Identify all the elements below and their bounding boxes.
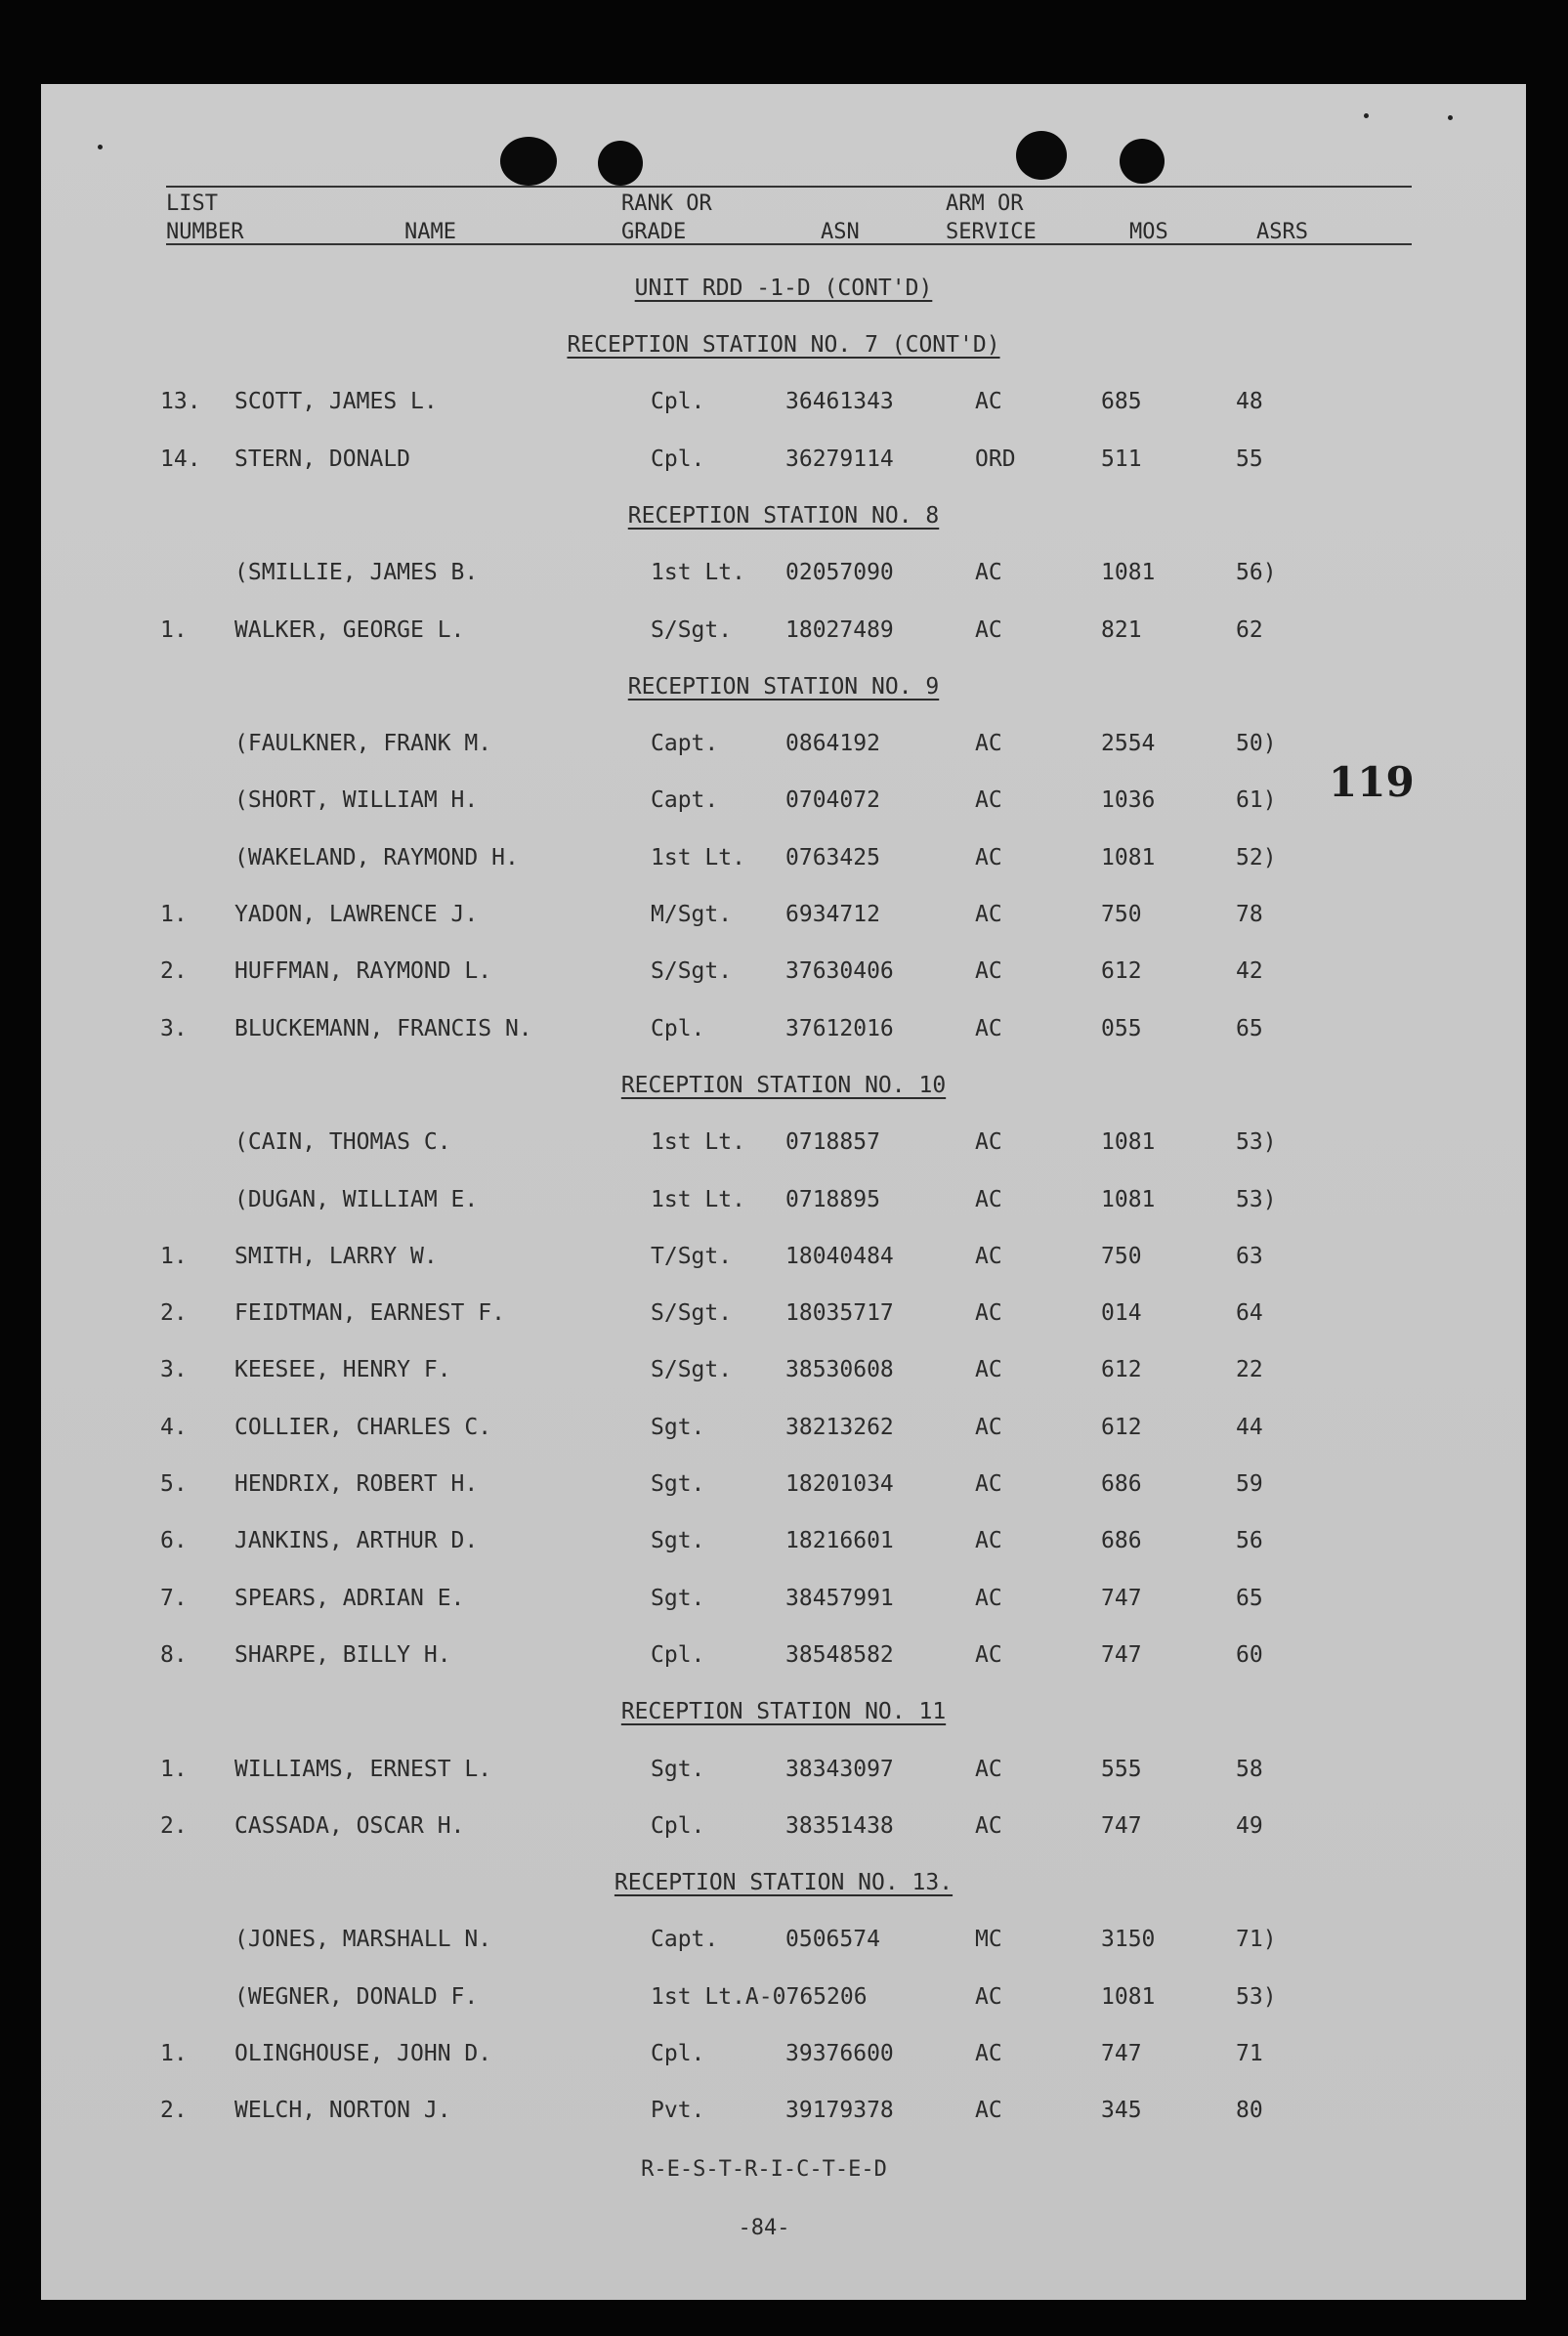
cell-rank: Sgt.: [651, 1585, 705, 1611]
document-page: [41, 84, 1526, 2300]
cell-asrs: 71: [1236, 2041, 1263, 2066]
roster-row: [41, 787, 1526, 827]
cell-rank: 1st Lt.: [651, 1186, 745, 1212]
header-mos: MOS: [1129, 220, 1168, 244]
cell-mos: 511: [1101, 446, 1142, 472]
cell-asn: 39376600: [785, 2041, 894, 2066]
cell-asrs: 53): [1236, 1129, 1277, 1156]
cell-rank: T/Sgt.: [651, 1243, 733, 1269]
header-arm-service: ARM OR SERVICE: [946, 191, 1037, 244]
cell-rank: 1st Lt.: [651, 1129, 745, 1156]
cell-num: 1.: [160, 1756, 188, 1782]
cell-num: 1.: [160, 2041, 188, 2066]
cell-asrs: 50): [1236, 731, 1277, 757]
cell-mos: 612: [1101, 1414, 1142, 1440]
cell-asrs: 56: [1236, 1528, 1263, 1554]
cell-arm: MC: [975, 1927, 1002, 1953]
roster-row: [41, 2098, 1526, 2137]
header-rank-grade: RANK OR GRADE: [621, 191, 712, 244]
cell-arm: AC: [975, 1186, 1002, 1212]
cell-asrs: 78: [1236, 902, 1263, 927]
cell-rank: Sgt.: [651, 1414, 705, 1440]
cell-name: SPEARS, ADRIAN E.: [234, 1585, 465, 1611]
cell-num: 1.: [160, 1243, 188, 1269]
cell-arm: AC: [975, 2041, 1002, 2066]
cell-arm: AC: [975, 2098, 1002, 2124]
cell-asrs: 49: [1236, 1812, 1263, 1839]
cell-name: COLLIER, CHARLES C.: [234, 1414, 492, 1440]
section-heading: [41, 503, 1526, 529]
cell-asrs: 65: [1236, 1585, 1263, 1611]
cell-rank: Sgt.: [651, 1528, 705, 1554]
cell-asrs: 62: [1236, 616, 1263, 643]
cell-name: SHARPE, BILLY H.: [234, 1641, 451, 1668]
cell-name: (SHORT, WILLIAM H.: [234, 787, 479, 814]
cell-arm: AC: [975, 1357, 1002, 1383]
roster-row: [41, 1129, 1526, 1168]
cell-asn: 18035717: [785, 1300, 894, 1327]
roster-row: [41, 845, 1526, 884]
cell-name: CASSADA, OSCAR H.: [234, 1812, 465, 1839]
section-heading-label: RECEPTION STATION NO. 13.: [614, 1870, 954, 1896]
section-heading-label: RECEPTION STATION NO. 7 (CONT'D): [567, 332, 1000, 358]
cell-asrs: 55: [1236, 446, 1263, 472]
cell-mos: 686: [1101, 1471, 1142, 1497]
cell-asn: 0864192: [785, 731, 880, 757]
cell-num: 6.: [160, 1528, 188, 1554]
cell-arm: AC: [975, 1129, 1002, 1156]
cell-asrs: 58: [1236, 1756, 1263, 1782]
roster-row: [41, 2041, 1526, 2080]
cell-num: 5.: [160, 1471, 188, 1497]
roster-row: [41, 1984, 1526, 2023]
cell-num: 8.: [160, 1641, 188, 1668]
roster-row: [41, 1642, 1526, 1681]
roster-row: [41, 1471, 1526, 1510]
cell-rank: Cpl.: [651, 446, 705, 472]
cell-asn: 38343097: [785, 1756, 894, 1782]
cell-mos: 686: [1101, 1528, 1142, 1554]
cell-arm: AC: [975, 1471, 1002, 1497]
cell-arm: ORD: [975, 446, 1016, 472]
cell-rank: S/Sgt.: [651, 958, 733, 985]
cell-mos: 747: [1101, 1641, 1142, 1668]
cell-arm: AC: [975, 844, 1002, 871]
cell-asrs: 63: [1236, 1243, 1263, 1269]
cell-arm: AC: [975, 560, 1002, 586]
cell-name: OLINGHOUSE, JOHN D.: [234, 2041, 492, 2066]
section-heading-label: RECEPTION STATION NO. 8: [627, 502, 940, 529]
punch-hole: [1120, 139, 1165, 184]
cell-mos: 685: [1101, 389, 1142, 415]
cell-name: YADON, LAWRENCE J.: [234, 902, 479, 927]
cell-arm: AC: [975, 1812, 1002, 1839]
cell-num: 2.: [160, 2098, 188, 2124]
cell-asn: 02057090: [785, 560, 894, 586]
restricted-marking: R-E-S-T-R-I-C-T-E-D: [641, 2157, 887, 2182]
cell-asrs: 71): [1236, 1927, 1277, 1953]
cell-num: 3.: [160, 1357, 188, 1383]
cell-mos: 747: [1101, 1812, 1142, 1839]
cell-rank: S/Sgt.: [651, 1300, 733, 1327]
cell-asrs: 22: [1236, 1357, 1263, 1383]
cell-mos: 747: [1101, 1585, 1142, 1611]
cell-arm: AC: [975, 1756, 1002, 1782]
section-heading: [41, 1699, 1526, 1724]
roster-row: [41, 560, 1526, 599]
cell-asrs: 48: [1236, 389, 1263, 415]
cell-num: 1.: [160, 902, 188, 927]
roster-row: [41, 1415, 1526, 1454]
cell-name: (DUGAN, WILLIAM E.: [234, 1186, 479, 1212]
roster-row: [41, 1187, 1526, 1226]
cell-asn: 0718857: [785, 1129, 880, 1156]
cell-asrs: 61): [1236, 787, 1277, 814]
cell-rank: Capt.: [651, 787, 719, 814]
cell-rank: S/Sgt.: [651, 1357, 733, 1383]
cell-rank: Cpl.: [651, 1641, 705, 1668]
cell-name: (WAKELAND, RAYMOND H.: [234, 844, 519, 871]
cell-num: 13.: [160, 389, 201, 415]
header-name: NAME: [404, 220, 456, 244]
cell-mos: 1081: [1101, 560, 1156, 586]
cell-name: (WEGNER, DONALD F.: [234, 1983, 479, 2010]
section-heading-label: RECEPTION STATION NO. 11: [620, 1699, 947, 1725]
cell-mos: 1081: [1101, 1129, 1156, 1156]
roster-row: [41, 1357, 1526, 1396]
cell-rank: Pvt.: [651, 2098, 705, 2124]
roster-row: [41, 446, 1526, 486]
cell-arm: AC: [975, 731, 1002, 757]
section-heading: [41, 1870, 1526, 1895]
cell-name: SCOTT, JAMES L.: [234, 389, 438, 415]
roster-row: [41, 1244, 1526, 1283]
cell-rank: Cpl.: [651, 1015, 705, 1041]
cell-arm: AC: [975, 787, 1002, 814]
cell-name: HENDRIX, ROBERT H.: [234, 1471, 479, 1497]
roster-row: [41, 1927, 1526, 1966]
cell-asn: 0704072: [785, 787, 880, 814]
cell-mos: 612: [1101, 1357, 1142, 1383]
cell-rank: M/Sgt.: [651, 902, 733, 927]
cell-asn: 18216601: [785, 1528, 894, 1554]
cell-arm: AC: [975, 616, 1002, 643]
cell-asn: 18040484: [785, 1243, 894, 1269]
cell-name: WELCH, NORTON J.: [234, 2098, 451, 2124]
roster-row: [41, 1016, 1526, 1055]
cell-num: 3.: [160, 1015, 188, 1041]
roster-row: [41, 958, 1526, 998]
cell-mos: 1081: [1101, 1186, 1156, 1212]
punch-hole: [1016, 131, 1067, 180]
header-list-number: LIST NUMBER: [166, 191, 244, 244]
cell-asrs: 53): [1236, 1186, 1277, 1212]
cell-rank: 1st Lt.: [651, 844, 745, 871]
punch-hole: [598, 141, 643, 186]
cell-asn: 36461343: [785, 389, 894, 415]
cell-asrs: 60: [1236, 1641, 1263, 1668]
cell-num: 2.: [160, 1812, 188, 1839]
speck: [1364, 113, 1369, 118]
cell-arm: AC: [975, 1528, 1002, 1554]
cell-mos: 612: [1101, 958, 1142, 985]
cell-name: HUFFMAN, RAYMOND L.: [234, 958, 492, 985]
section-heading-label: RECEPTION STATION NO. 10: [620, 1072, 947, 1098]
cell-num: 14.: [160, 446, 201, 472]
cell-name: JANKINS, ARTHUR D.: [234, 1528, 479, 1554]
cell-asrs: 59: [1236, 1471, 1263, 1497]
cell-asrs: 56): [1236, 560, 1277, 586]
cell-asn: 0718895: [785, 1186, 880, 1212]
cell-asn: 6934712: [785, 902, 880, 927]
cell-mos: 3150: [1101, 1927, 1156, 1953]
cell-rank: Cpl.: [651, 389, 705, 415]
cell-asrs: 53): [1236, 1983, 1277, 2010]
cell-num: 2.: [160, 958, 188, 985]
cell-name: (SMILLIE, JAMES B.: [234, 560, 479, 586]
cell-arm: AC: [975, 958, 1002, 985]
header-bottom-rule: [166, 243, 1412, 245]
cell-asn: 37612016: [785, 1015, 894, 1041]
cell-rank: Capt.: [651, 1927, 719, 1953]
section-heading: [41, 332, 1526, 358]
cell-mos: 555: [1101, 1756, 1142, 1782]
cell-name: (FAULKNER, FRANK M.: [234, 731, 492, 757]
cell-asn: 38457991: [785, 1585, 894, 1611]
header-asn: ASN: [821, 220, 860, 244]
cell-arm: AC: [975, 1414, 1002, 1440]
cell-asn: 37630406: [785, 958, 894, 985]
cell-asrs: 52): [1236, 844, 1277, 871]
cell-asn: 0763425: [785, 844, 880, 871]
cell-rank: Cpl.: [651, 2041, 705, 2066]
cell-asn: 18201034: [785, 1471, 894, 1497]
cell-arm: AC: [975, 1300, 1002, 1327]
cell-mos: 345: [1101, 2098, 1142, 2124]
roster-row: [41, 731, 1526, 770]
roster-row: [41, 389, 1526, 428]
cell-arm: AC: [975, 1641, 1002, 1668]
cell-asn: 39179378: [785, 2098, 894, 2124]
cell-rank: 1st Lt.A-0765206: [651, 1983, 868, 2010]
roster-row: [41, 617, 1526, 657]
cell-asn: 38213262: [785, 1414, 894, 1440]
cell-num: 7.: [160, 1585, 188, 1611]
cell-name: WALKER, GEORGE L.: [234, 616, 465, 643]
cell-rank: 1st Lt.: [651, 560, 745, 586]
cell-arm: AC: [975, 902, 1002, 927]
cell-rank: Cpl.: [651, 1812, 705, 1839]
cell-num: 1.: [160, 616, 188, 643]
cell-rank: S/Sgt.: [651, 616, 733, 643]
cell-name: (CAIN, THOMAS C.: [234, 1129, 451, 1156]
section-heading: [41, 674, 1526, 700]
unit-title: UNIT RDD -1-D (CONT'D): [634, 276, 933, 301]
cell-name: KEESEE, HENRY F.: [234, 1357, 451, 1383]
roster-row: [41, 1300, 1526, 1339]
cell-mos: 747: [1101, 2041, 1142, 2066]
cell-arm: AC: [975, 389, 1002, 415]
speck: [98, 145, 103, 149]
cell-name: STERN, DONALD: [234, 446, 411, 472]
cell-mos: 750: [1101, 902, 1142, 927]
cell-rank: Sgt.: [651, 1756, 705, 1782]
cell-asrs: 44: [1236, 1414, 1263, 1440]
cell-asrs: 65: [1236, 1015, 1263, 1041]
roster-row: [41, 1813, 1526, 1852]
punch-hole: [500, 137, 557, 186]
cell-rank: Capt.: [651, 731, 719, 757]
cell-name: FEIDTMAN, EARNEST F.: [234, 1300, 505, 1327]
roster-row: [41, 1757, 1526, 1796]
cell-name: WILLIAMS, ERNEST L.: [234, 1756, 492, 1782]
cell-num: 2.: [160, 1300, 188, 1327]
cell-mos: 1081: [1101, 844, 1156, 871]
stamp-number: 119: [1329, 758, 1415, 806]
cell-asn: 38530608: [785, 1357, 894, 1383]
header-asrs: ASRS: [1256, 220, 1308, 244]
cell-mos: 1036: [1101, 787, 1156, 814]
cell-asn: 36279114: [785, 446, 894, 472]
roster-row: [41, 1528, 1526, 1567]
cell-arm: AC: [975, 1243, 1002, 1269]
cell-name: (JONES, MARSHALL N.: [234, 1927, 492, 1953]
section-heading-label: RECEPTION STATION NO. 9: [627, 673, 940, 700]
speck: [1448, 115, 1453, 120]
page-number: -84-: [738, 2216, 790, 2240]
roster-row: [41, 1586, 1526, 1625]
cell-mos: 2554: [1101, 731, 1156, 757]
roster-row: [41, 902, 1526, 941]
cell-mos: 821: [1101, 616, 1142, 643]
section-heading: [41, 1073, 1526, 1098]
cell-name: BLUCKEMANN, FRANCIS N.: [234, 1015, 532, 1041]
cell-asn: 38548582: [785, 1641, 894, 1668]
cell-arm: AC: [975, 1983, 1002, 2010]
cell-mos: 014: [1101, 1300, 1142, 1327]
cell-name: SMITH, LARRY W.: [234, 1243, 438, 1269]
cell-asrs: 64: [1236, 1300, 1263, 1327]
cell-asn: 38351438: [785, 1812, 894, 1839]
cell-mos: 1081: [1101, 1983, 1156, 2010]
cell-asn: 0506574: [785, 1927, 880, 1953]
cell-asrs: 80: [1236, 2098, 1263, 2124]
cell-asn: 18027489: [785, 616, 894, 643]
cell-arm: AC: [975, 1015, 1002, 1041]
cell-num: 4.: [160, 1414, 188, 1440]
cell-asrs: 42: [1236, 958, 1263, 985]
cell-mos: 750: [1101, 1243, 1142, 1269]
cell-mos: 055: [1101, 1015, 1142, 1041]
cell-rank: Sgt.: [651, 1471, 705, 1497]
header-top-rule: [166, 186, 1412, 188]
cell-arm: AC: [975, 1585, 1002, 1611]
